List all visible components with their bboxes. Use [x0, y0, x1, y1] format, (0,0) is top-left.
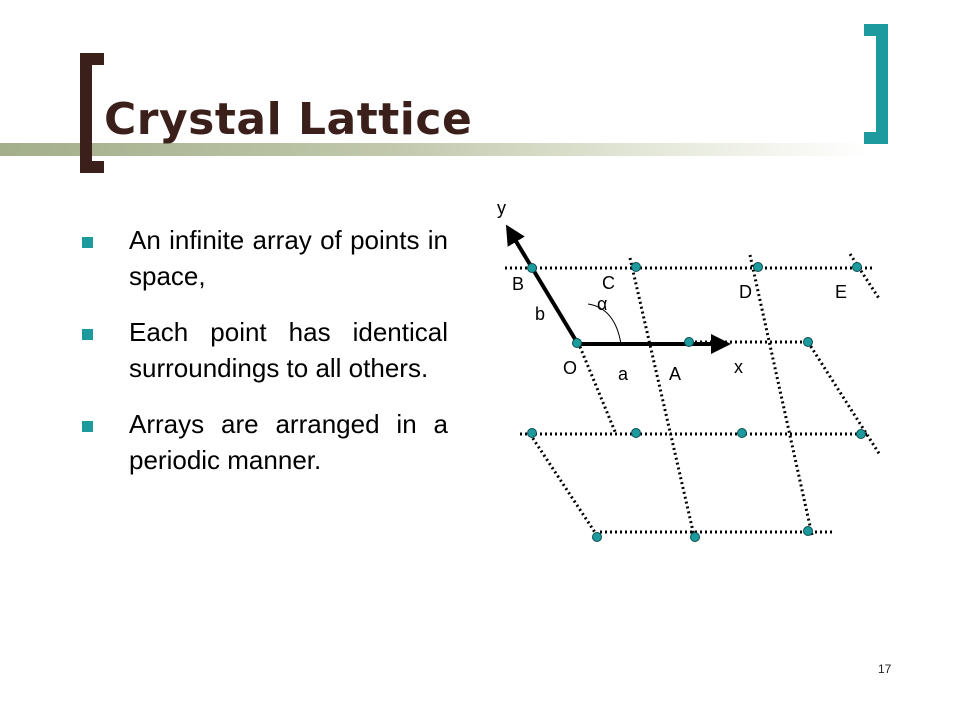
- lattice-point: [691, 533, 700, 542]
- origin-label: O: [563, 358, 578, 378]
- slide-title: Crystal Lattice: [104, 94, 473, 145]
- page-number: 17: [878, 662, 892, 676]
- vector-a-label: a: [618, 364, 629, 384]
- lattice-point: [853, 263, 862, 272]
- bullet-text: Each point has identical surroundings to all others.: [129, 317, 448, 383]
- bullet-text: Arrays are arranged in a periodic manner.: [129, 409, 448, 475]
- bullet-item: [82, 406, 448, 478]
- vector-b-label: b: [535, 304, 546, 324]
- lattice-diagram: [480, 190, 900, 560]
- lattice-point: [528, 429, 537, 438]
- lattice-point: [738, 429, 747, 438]
- lattice-point: [804, 527, 813, 536]
- lattice-column-line: [630, 258, 695, 540]
- point-b-label: B: [512, 274, 525, 294]
- left-bracket-top-decoration: [80, 53, 104, 65]
- lattice-point: [804, 338, 813, 347]
- angle-alpha-label: α: [597, 294, 608, 314]
- lattice-column-line: [530, 434, 600, 540]
- lattice-point: [528, 264, 537, 273]
- lattice-point: [573, 339, 582, 348]
- lattice-point: [593, 533, 602, 542]
- point-c-label: C: [602, 273, 615, 293]
- lattice-column-line: [578, 342, 616, 434]
- lattice-column-line: [750, 255, 812, 535]
- lattice-column-line: [850, 254, 880, 300]
- lattice-point: [632, 429, 641, 438]
- left-bracket-bottom-decoration: [80, 161, 104, 173]
- bullet-list: [82, 222, 448, 498]
- x-axis-label: x: [734, 357, 743, 377]
- left-bracket-decoration: [80, 53, 92, 173]
- y-axis-label: y: [497, 198, 506, 218]
- lattice-point: [857, 430, 866, 439]
- square-bullet-icon: [82, 421, 93, 432]
- lattice-point: [632, 263, 641, 272]
- bullet-item: [82, 314, 448, 386]
- point-a-label: A: [669, 364, 682, 384]
- square-bullet-icon: [82, 237, 93, 248]
- square-bullet-icon: [82, 329, 93, 340]
- lattice-point: [754, 263, 763, 272]
- point-d-label: D: [739, 282, 752, 302]
- lattice-column-line: [808, 342, 880, 455]
- lattice-point: [685, 338, 694, 347]
- bullet-text: An infinite array of points in space,: [129, 225, 448, 291]
- point-e-label: E: [835, 282, 848, 302]
- right-bracket-top-decoration: [864, 24, 888, 36]
- bullet-item: [82, 222, 448, 294]
- right-bracket-decoration: [876, 24, 888, 144]
- right-bracket-bottom-decoration: [864, 132, 888, 144]
